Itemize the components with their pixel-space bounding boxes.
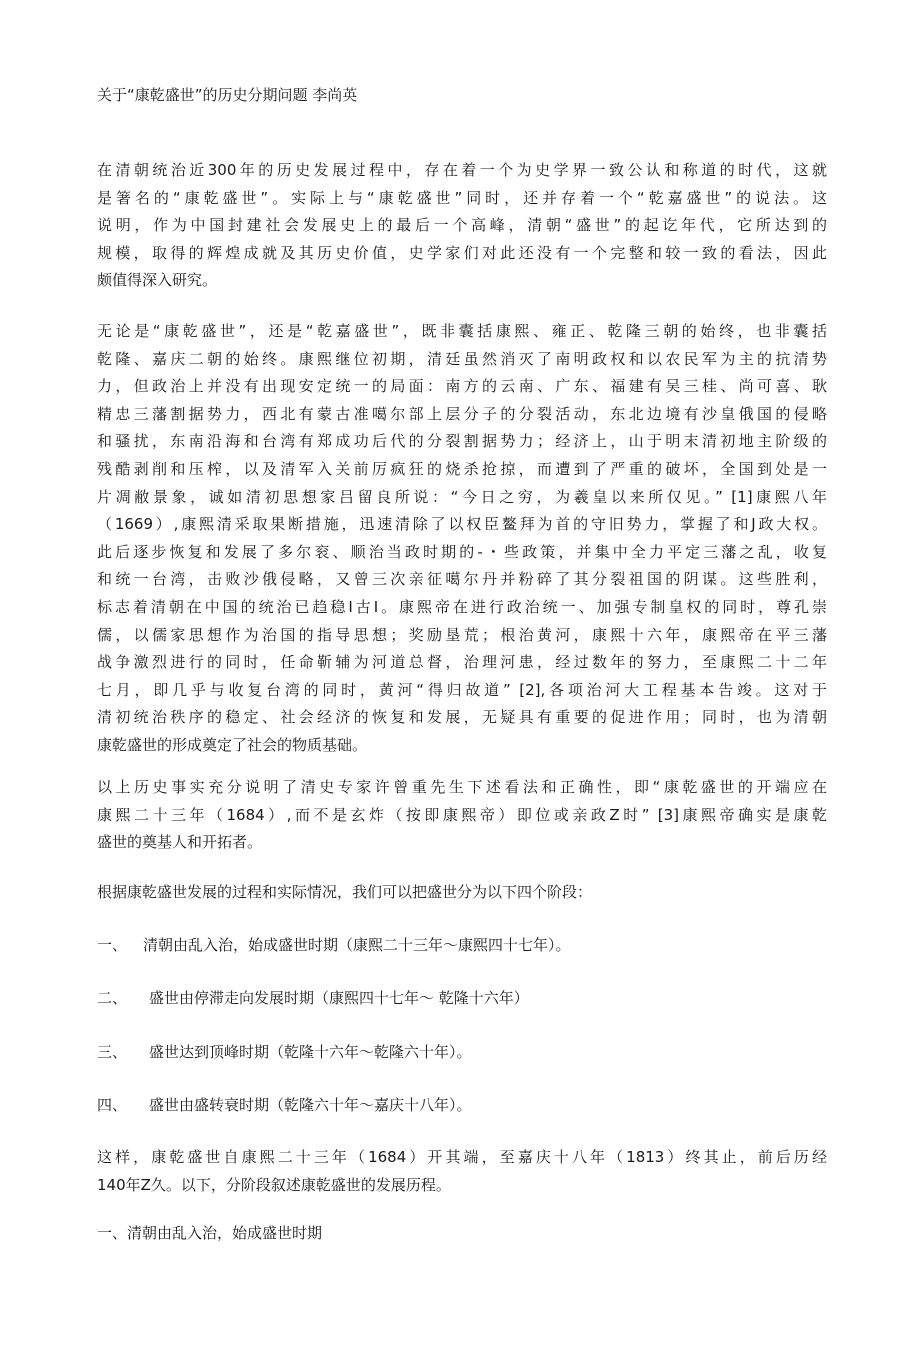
stage-number: 二、	[97, 989, 128, 1007]
paragraph-1	[97, 157, 827, 295]
text-line: 和统一台湾，击败沙俄侵略，又曾三次亲征噶尔丹并粉碎了其分裂祖国的阴谋。这些胜利，	[97, 570, 827, 589]
text-line: 康熙二十三年（1684）,而不是玄炸（按即康熙帝）即位或亲政Z时” [3]康熙帝确实是康乾	[97, 805, 827, 824]
stage-number: 三、	[97, 1043, 128, 1061]
text-line: 儒，以儒家思想作为治国的指导思想；奖励垦荒；根治黄河，康熙十六年，康熙帝在平三藩	[97, 625, 827, 644]
stages-intro: 根据康乾盛世发展的过程和实际情况，我们可以把盛世分为以下四个阶段：	[97, 883, 593, 901]
text-line: 无论是“康乾盛世”，还是“乾嘉盛世”，既非囊括康熙、雍正、乾隆三朝的始终，也非囊括	[97, 322, 827, 340]
stage-item	[97, 987, 529, 1009]
text-line: 残酷剥削和压榨，以及清军入关前厉疯狂的烧杀抢掠，而遭到了严重的破坏，全国到处是一	[97, 459, 827, 478]
text-line: 以上历史事实充分说明了清史专家许曾重先生下述看法和正确性，即“康乾盛世的开端应在	[97, 778, 827, 796]
text-line: 盛世的奠基人和开拓者。	[97, 833, 263, 852]
stage-number: 四、	[97, 1096, 128, 1114]
section-heading: 一、清朝由乱入治，始成盛世时期	[97, 1224, 323, 1242]
text-line: 这样，康乾盛世自康熙二十三年（1684）开其端，至嘉庆十八年（1813）终其止，前后历经	[97, 1148, 827, 1166]
text-line: 在清朝统治近300年的历史发展过程中，存在着一个为史学界一致公认和称道的时代，这就	[97, 161, 827, 179]
stage-number: 一、	[97, 936, 128, 954]
stage-text: 盛世达到顶峰时期（乾隆十六年〜乾隆六十年）。	[149, 1043, 472, 1061]
text-line: 精忠三藩割据势力，西北有蒙古准噶尔部上层分子的分裂活动，东北边境有沙皇俄国的侵略	[97, 404, 827, 423]
stage-item	[97, 1094, 472, 1116]
paragraph-2	[97, 318, 827, 760]
text-line: 七月，即几乎与收复台湾的同时，黄河“得归故道” [2],各项治河大工程基本告竣。这对于	[97, 680, 827, 699]
document-title: 关于“康乾盛世”的历史分期问题 李尚英	[97, 86, 358, 104]
text-line: 规模，取得的辉煌成就及其历史价值，史学家们对此还没有一个完整和较一致的看法，因此	[97, 243, 827, 262]
text-line: 是箸名的“康乾盛世”。实际上与“康乾盛世”同时，还并存着一个“乾嘉盛世”的说法。这	[97, 188, 827, 207]
text-line: 力，但政治上并没有出现安定统一的局面：南方的云南、广东、福建有吴三桂、尚可喜、耿	[97, 377, 827, 396]
stage-item	[97, 934, 571, 956]
stage-text: 盛世由停滞走向发展时期（康熙四十七年〜 乾隆十六年）	[149, 989, 529, 1007]
text-line: 康乾盛世的形成奠定了社会的物质基础。	[97, 735, 368, 754]
text-line: 此后逐步恢复和发展了多尔衮、顺治当政时期的-・些政策，并集中全力平定三藩之乱，收复	[97, 542, 827, 561]
text-line: （1669）,康熙清采取果断措施，迅速清除了以权臣鳌拜为首的守旧势力，掌握了和J政大权。	[97, 515, 827, 534]
text-line: 乾隆、嘉庆二朝的始终。康熙继位初期，清廷虽然消灭了南明政权和以农民军为主的抗清势	[97, 349, 827, 368]
text-line: 战争激烈进行的同时，任命靳辅为河道总督，治理河患，经过数年的努力，至康熙二十二年	[97, 653, 827, 672]
stage-item	[97, 1041, 472, 1063]
text-line: 说明，作为中国封建社会发展史上的最后一个高峰，清朝“盛世”的起讫年代，它所达到的	[97, 216, 827, 235]
text-line: 清初统治秩序的稳定、社会经济的恢复和发展，无疑具有重要的促进作用；同时，也为清朝	[97, 708, 827, 727]
text-line: 片凋敝景象，诚如清初思想家吕留良所说：“今日之穷，为羲皇以来所仅见。” [1]康熙八年	[97, 487, 827, 506]
stage-text: 清朝由乱入治，始成盛世时期（康熙二十三年〜康熙四十七年）。	[143, 936, 571, 954]
text-line: 标志着清朝在中国的统治已趋稳I古I。康熙帝在进行政治统一、加强专制皇权的同时，尊孔崇	[97, 597, 827, 616]
text-line: 颇值得深入研究。	[97, 271, 218, 290]
stage-text: 盛世由盛转衰时期（乾隆六十年〜嘉庆十八年）。	[149, 1096, 472, 1114]
text-line: 和骚扰，东南沿海和台湾有郑成功后代的分裂割据势力；经济上，山于明末清初地主阶级的	[97, 432, 827, 451]
paragraph-4	[97, 1144, 827, 1199]
text-line: 140年Z久。以下，分阶段叙述康乾盛世的发展历程。	[97, 1175, 451, 1194]
paragraph-3	[97, 774, 827, 857]
